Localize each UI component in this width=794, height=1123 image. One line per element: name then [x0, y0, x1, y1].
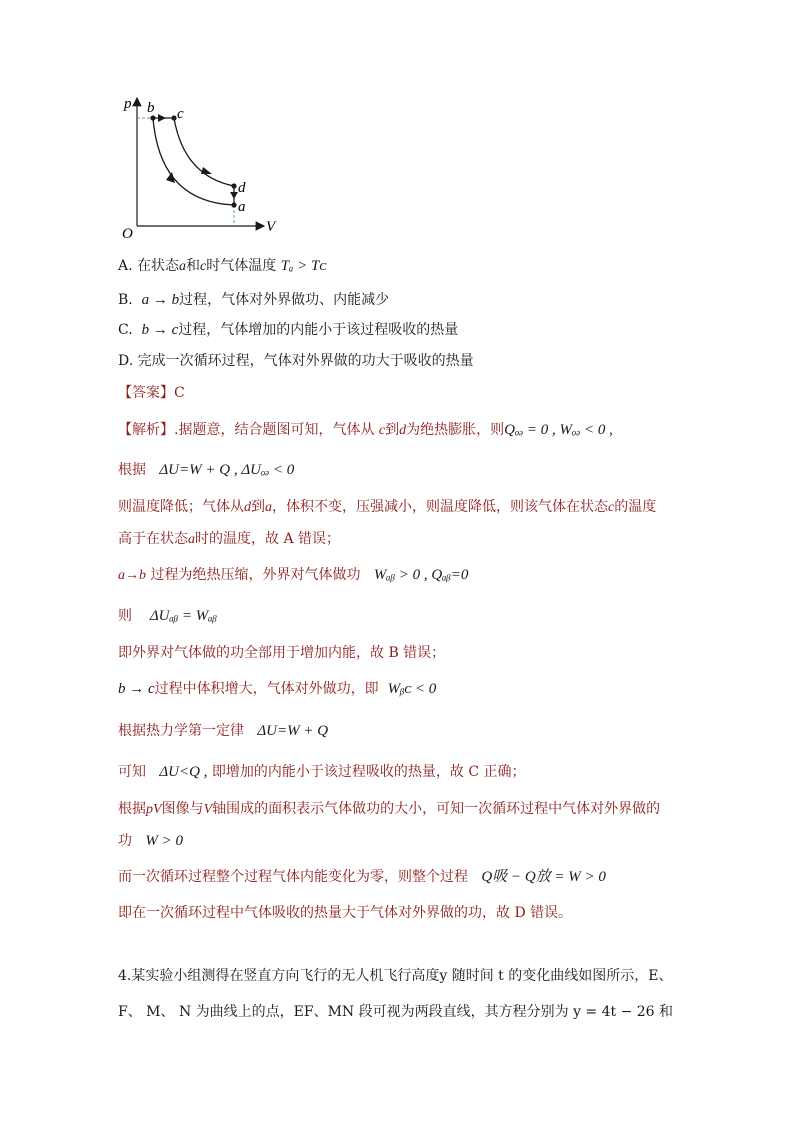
analysis-line-10: 可知 ΔU<Q , 即增加的内能小于该过程吸收的热量，故 C 正确；	[118, 764, 526, 780]
option-b: B. a → b过程，气体对外界做功、内能减少	[118, 292, 390, 308]
p-axis-label: p	[124, 96, 132, 112]
origin-label: O	[122, 226, 133, 242]
analysis-line-12: 功 W > 0	[118, 833, 183, 849]
path-ab	[153, 118, 234, 205]
analysis-line-8: b → c过程中体积增大，气体对外做功，即 Wᵦᴄ < 0	[118, 681, 437, 697]
label-c: c	[177, 106, 184, 122]
question-4-line-2: F、 M、 N 为曲线上的点，EF、MN 段可视为两段直线，其方程分别为 y = 4t − 26 和	[118, 1004, 674, 1020]
option-d: D. 完成一次循环过程，气体对外界做的功大于吸收的热量	[118, 353, 474, 369]
analysis-line-13: 而一次循环过程整个过程气体内能变化为零，则整个过程 Q吸 − Q放 = W > 0	[118, 869, 606, 885]
arrow-bc	[158, 114, 166, 122]
analysis-line-2: 根据 ΔU=W + Q , ΔUₒₔ < 0	[118, 462, 295, 478]
analysis-line-4: 高于在状态a时的温度，故 A 错误；	[118, 531, 341, 547]
label-b: b	[147, 100, 155, 116]
analysis-line-5: a→b 过程为绝热压缩，外界对气体做功 Wₐᵦ > 0 , Qₐᵦ=0	[118, 567, 469, 583]
analysis-line-7: 即外界对气体做的功全部用于增加内能，故 B 错误；	[118, 645, 446, 661]
v-axis-label: V	[266, 219, 276, 235]
analysis-line-9: 根据热力学第一定律 ΔU=W + Q	[118, 723, 329, 739]
analysis-line-1: 【解析】.据题意，结合题图可知，气体从 c到d为绝热膨胀，则Qₒₔ = 0 , Wₒₔ < 0 ,	[118, 422, 613, 438]
analysis-line-11: 根据pV图像与V轴围成的面积表示气体做功的大小，可知一次循环过程中气体对外界做的	[118, 801, 661, 817]
question-4-line-1: 4.某实验小组测得在竖直方向飞行的无人机飞行高度y 随时间 t 的变化曲线如图所示，E、	[118, 968, 673, 984]
option-a: A. 在状态a和c时气体温度 Tₐ > Tᴄ	[118, 258, 327, 274]
point-d	[231, 183, 236, 188]
analysis-line-6: 则 ΔUₐᵦ = Wₐᵦ	[118, 608, 217, 624]
point-a	[231, 202, 236, 207]
label-d: d	[238, 180, 246, 196]
pv-diagram	[0, 0, 794, 260]
arrow-da	[230, 192, 238, 199]
analysis-line-3: 则温度降低；气体从d到a，体积不变，压强减小，则温度降低，则该气体在状态c的温度	[118, 499, 657, 515]
answer-line: 【答案】C	[118, 385, 185, 401]
point-b	[150, 115, 155, 120]
path-cd	[174, 118, 234, 186]
option-c: C. b → c过程，气体增加的内能小于该过程吸收的热量	[118, 322, 459, 338]
label-a: a	[238, 199, 246, 215]
analysis-line-14: 即在一次循环过程中气体吸收的热量大于气体对外界做的功，故 D 错误。	[118, 905, 573, 921]
point-c	[171, 115, 176, 120]
arrow-cd	[201, 167, 212, 174]
